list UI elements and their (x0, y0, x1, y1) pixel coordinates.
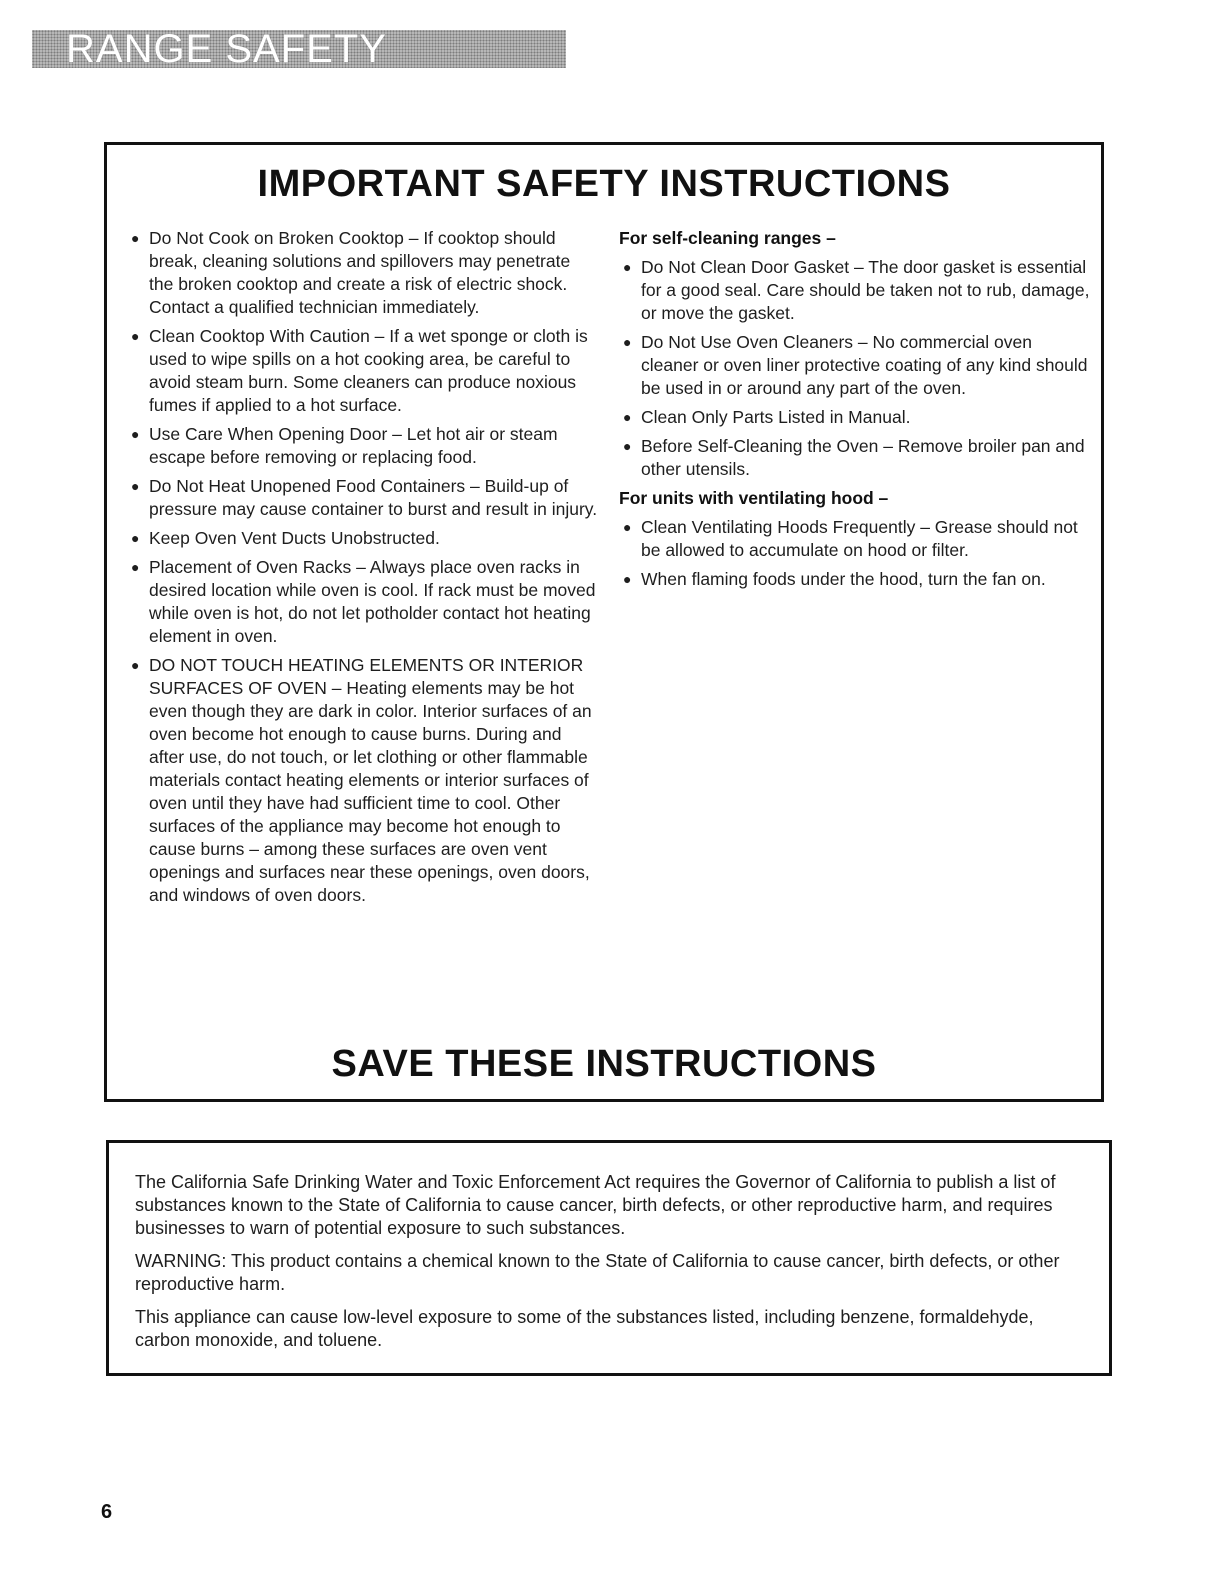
california-paragraph: The California Safe Drinking Water and Toxic Enforcement Act requires the Governor of California to publish a list of substances known to the State of California to cause cancer, birth defects, or other reproductive harm, and requires businesses to warn of potential exposure to such substances. (135, 1172, 1056, 1238)
bullet-icon: ● (131, 559, 140, 575)
self-cleaning-heading: For self-cleaning ranges – (619, 228, 836, 248)
list-item (127, 475, 599, 521)
save-instructions-title: SAVE THESE INSTRUCTIONS (331, 1043, 877, 1085)
item-text: Clean Cooktop With Caution – If a wet sponge or cloth is used to wipe spills on a hot cooking area, be careful to avoid steam burn. Some cleaners can produce noxious fumes if applied to a hot surface. (149, 326, 588, 415)
bullet-icon: ● (623, 409, 632, 425)
list-item (619, 568, 1094, 591)
california-paragraph: WARNING: This product contains a chemical known to the State of California to cause cancer, birth defects, or other reproductive harm. (135, 1251, 1060, 1294)
bullet-icon: ● (623, 334, 632, 350)
safety-instructions-box (104, 142, 1104, 1102)
list-item (127, 527, 599, 550)
bullet-icon: ● (623, 259, 632, 275)
item-text: Before Self-Cleaning the Oven – Remove broiler pan and other utensils. (641, 436, 1085, 479)
bullet-icon: ● (623, 519, 632, 535)
list-item (619, 406, 1094, 429)
item-text: Keep Oven Vent Ducts Unobstructed. (149, 528, 440, 548)
bullet-icon: ● (131, 657, 140, 673)
item-text: Clean Only Parts Listed in Manual. (641, 407, 911, 427)
list-item (619, 516, 1094, 562)
list-item (127, 654, 599, 907)
right-column (619, 227, 1094, 597)
item-text: When flaming foods under the hood, turn the fan on. (641, 569, 1046, 589)
left-column (127, 227, 599, 913)
bullet-icon: ● (623, 438, 632, 454)
safety-title: IMPORTANT SAFETY INSTRUCTIONS (257, 163, 951, 205)
bullet-icon: ● (131, 478, 140, 494)
list-item (127, 556, 599, 648)
list-item (127, 325, 599, 417)
item-text: Placement of Oven Racks – Always place oven racks in desired location while oven is cool. If rack must be moved while oven is hot, do not let potholder contact hot heating element in oven. (149, 557, 596, 646)
california-paragraph: This appliance can cause low-level exposure to some of the substances listed, including benzene, formaldehyde, carbon monoxide, and toluene. (135, 1307, 1034, 1350)
list-item (619, 435, 1094, 481)
bullet-icon: ● (131, 328, 140, 344)
bullet-icon: ● (623, 571, 632, 587)
list-item (619, 331, 1094, 400)
item-text: Clean Ventilating Hoods Frequently – Grease should not be allowed to accumulate on hood or filter. (641, 517, 1078, 560)
bullet-icon: ● (131, 426, 140, 442)
list-item (127, 423, 599, 469)
section-title: RANGE SAFETY (66, 27, 387, 71)
item-text: Use Care When Opening Door – Let hot air or steam escape before removing or replacing food. (149, 424, 558, 467)
item-text: Do Not Cook on Broken Cooktop – If cooktop should break, cleaning solutions and spillovers may penetrate the broken cooktop and create a risk of electric shock. Contact a qualified technician immediately. (149, 228, 571, 317)
bullet-icon: ● (131, 530, 140, 546)
item-text: DO NOT TOUCH HEATING ELEMENTS OR INTERIOR SURFACES OF OVEN – Heating elements may be hot even though they are dark in color. Interior surfaces of an oven become hot enough to cause burns. During and after use, do not touch, or let clothing or other flammable materials contact heating elements or interior surfaces of oven until they have had sufficient time to cool. Other surfaces of the appliance may become hot enough to cause burns – among these surfaces are oven vent openings and surfaces near these openings, oven doors, and windows of oven doors. (149, 655, 592, 905)
item-text: Do Not Heat Unopened Food Containers – Build-up of pressure may cause container to burst and result in injury. (149, 476, 598, 519)
ventilating-hood-heading: For units with ventilating hood – (619, 488, 889, 508)
california-warning-box (106, 1140, 1112, 1376)
bullet-icon: ● (131, 230, 140, 246)
item-text: Do Not Use Oven Cleaners – No commercial oven cleaner or oven liner protective coating of any kind should be used in or around any part of the oven. (641, 332, 1088, 398)
list-item (619, 256, 1094, 325)
section-banner (32, 27, 566, 71)
item-text: Do Not Clean Door Gasket – The door gasket is essential for a good seal. Care should be taken not to rub, damage, or move the gasket. (641, 257, 1090, 323)
page-number: 6 (101, 1501, 113, 1523)
list-item (127, 227, 599, 319)
